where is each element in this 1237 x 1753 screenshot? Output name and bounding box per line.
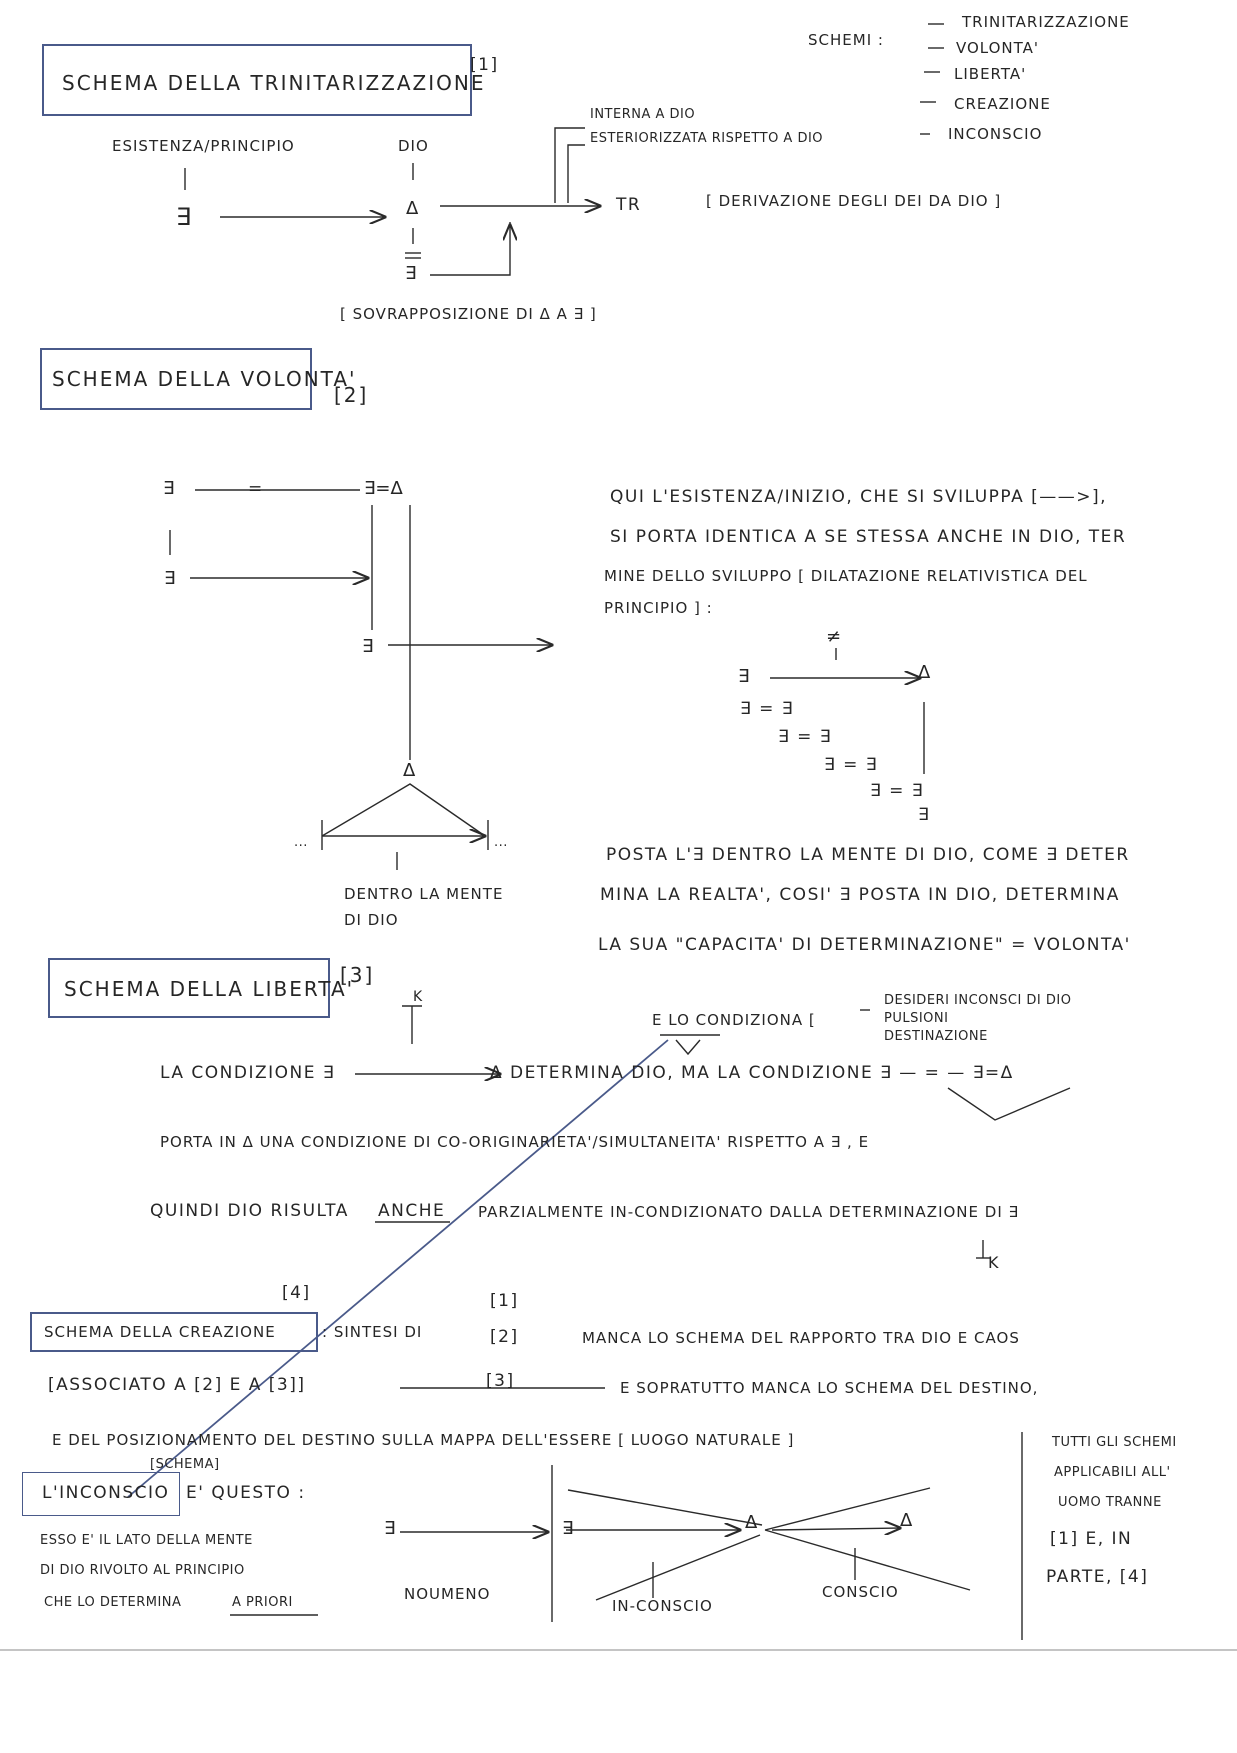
- label-tr: TR: [616, 195, 642, 215]
- tutti-line: TUTTI GLI SCHEMI: [1052, 1435, 1177, 1450]
- text-line: POSTA L'∃ DENTRO LA MENTE DI DIO, COME ∃ DETER: [606, 845, 1130, 865]
- section-title: SCHEMA DELLA CREAZIONE: [44, 1323, 276, 1341]
- exists-symbol: ∃: [176, 203, 192, 231]
- schemi-item: LIBERTA': [954, 65, 1027, 83]
- section-ref: [3]: [340, 963, 375, 987]
- exists-symbol: ∃: [164, 568, 176, 589]
- text-line: MINA LA REALTA', COSI' ∃ POSTA IN DIO, DETERMINA: [600, 885, 1120, 905]
- label-esistenza: ESISTENZA/PRINCIPIO: [112, 137, 295, 155]
- tutti-line: APPLICABILI ALL': [1054, 1465, 1171, 1480]
- desc-line: ESSO E' IL LATO DELLA MENTE: [40, 1533, 253, 1548]
- section-title: SCHEMA DELLA LIBERTA': [64, 977, 355, 1001]
- section-title: L'INCONSCIO: [42, 1483, 170, 1503]
- connector-line: [128, 1040, 668, 1497]
- tutti-line: [1] E, IN: [1050, 1529, 1133, 1549]
- exists-symbol: ∃: [163, 478, 175, 499]
- label-esteriorizzata: ESTERIORIZZATA RISPETTO A DIO: [590, 131, 824, 146]
- text-line: MINE DELLO SVILUPPO [ DILATAZIONE RELATIVISTICA DEL: [604, 567, 1088, 585]
- exists-symbol: ∃: [562, 1518, 574, 1539]
- label-condiziona: E LO CONDIZIONA [: [652, 1011, 816, 1029]
- cond-item: PULSIONI: [884, 1011, 949, 1026]
- delta-symbol: Δ: [745, 1512, 758, 1533]
- schemi-item: VOLONTA': [956, 39, 1040, 57]
- section-title: SCHEMA DELLA VOLONTA': [52, 367, 357, 391]
- seq-item: ∃ = ∃: [740, 699, 795, 719]
- k-symbol: K: [988, 1253, 1000, 1272]
- tutti-line: PARTE, [4]: [1046, 1567, 1149, 1587]
- seq-item: ∃ = ∃: [778, 727, 833, 747]
- label-apriori: A PRIORI: [232, 1595, 293, 1610]
- label-noumeno: NOUMENO: [404, 1585, 491, 1603]
- tutti-line: UOMO TRANNE: [1058, 1495, 1162, 1510]
- cond-item: DESIDERI INCONSCI DI DIO: [884, 993, 1072, 1008]
- schemi-item: CREAZIONE: [954, 95, 1051, 113]
- seq-item: ∃ = ∃: [870, 781, 925, 801]
- text-anche: ANCHE: [378, 1201, 446, 1221]
- equals-sign: =: [248, 479, 264, 499]
- seq-item: ∃: [918, 805, 931, 825]
- label-dentro: DI DIO: [344, 911, 399, 929]
- section-ref: [2]: [334, 383, 369, 407]
- delta-symbol: Δ: [406, 198, 419, 219]
- label-associato: [ASSOCIATO A [2] E A [3]]: [48, 1375, 306, 1395]
- text-line: PRINCIPIO ] :: [604, 599, 713, 617]
- ref-item: [2]: [490, 1327, 519, 1347]
- exists-symbol: ∃: [738, 666, 750, 687]
- neq-symbol: ≠: [826, 626, 842, 647]
- ref-item: [1]: [490, 1291, 519, 1311]
- text-line: LA CONDIZIONE ∃: [160, 1063, 336, 1083]
- label-conscio: CONSCIO: [822, 1583, 899, 1601]
- label-interna: INTERNA A DIO: [590, 107, 696, 122]
- label-questo: E' QUESTO :: [186, 1483, 306, 1503]
- label-inconscio: IN-CONSCIO: [612, 1597, 713, 1615]
- delta-symbol: Δ: [918, 662, 931, 683]
- label-manca: MANCA LO SCHEMA DEL RAPPORTO TRA DIO E CAOS: [582, 1329, 1020, 1347]
- exists-symbol: ∃: [405, 263, 417, 284]
- label-sintesi: : SINTESI DI: [322, 1323, 423, 1341]
- desc-line: CHE LO DETERMINA: [44, 1595, 182, 1610]
- label-derivazione: [ DERIVAZIONE DEGLI DEI DA DIO ]: [706, 192, 1002, 210]
- text-line: QUI L'ESISTENZA/INIZIO, CHE SI SVILUPPA [——>],: [610, 487, 1108, 507]
- schemi-item: INCONSCIO: [948, 125, 1043, 143]
- schemi-label: SCHEMI :: [808, 31, 884, 49]
- label-sovrapposizione: [ SOVRAPPOSIZIONE DI Δ A ∃ ]: [340, 305, 597, 323]
- text-line: Δ DETERMINA DIO, MA LA CONDIZIONE ∃ — = — ∃=Δ: [490, 1063, 1014, 1083]
- text-line: LA SUA "CAPACITA' DI DETERMINAZIONE" = VOLONTA': [598, 935, 1131, 955]
- section-ref: [1]: [470, 55, 499, 75]
- section-ref: [4]: [282, 1283, 311, 1303]
- text-line: SI PORTA IDENTICA A SE STESSA ANCHE IN DIO, TER: [610, 527, 1127, 547]
- label-sopratutto: E SOPRATUTTO MANCA LO SCHEMA DEL DESTINO,: [620, 1379, 1039, 1397]
- section-title: SCHEMA DELLA TRINITARIZZAZIONE: [62, 71, 486, 95]
- text-line: PORTA IN Δ UNA CONDIZIONE DI CO-ORIGINARIETA'/SIMULTANEITA' RISPETTO A ∃ , E: [160, 1133, 870, 1151]
- text-line: PARZIALMENTE IN-CONDIZIONATO DALLA DETERMINAZIONE DI ∃: [478, 1203, 1019, 1221]
- exists-symbol: ∃: [362, 636, 374, 657]
- k-symbol: K: [413, 989, 424, 1005]
- label-posizionamento: E DEL POSIZIONAMENTO DEL DESTINO SULLA MAPPA DELL'ESSERE [ LUOGO NATURALE ]: [52, 1431, 795, 1449]
- label-schema-small: [SCHEMA]: [150, 1457, 220, 1472]
- label-dentro: DENTRO LA MENTE: [344, 885, 504, 903]
- schemi-item: TRINITARIZZAZIONE: [962, 13, 1130, 31]
- delta-symbol: Δ: [900, 1510, 913, 1531]
- seq-item: ∃ = ∃: [824, 755, 879, 775]
- text-line: QUINDI DIO RISULTA: [150, 1201, 349, 1221]
- dots-right: ...: [494, 835, 508, 850]
- exists-symbol: ∃: [384, 1518, 396, 1539]
- label-dio: DIO: [398, 137, 429, 155]
- delta-symbol: Δ: [403, 760, 416, 781]
- dots-left: ...: [294, 835, 308, 850]
- cond-item: DESTINAZIONE: [884, 1029, 988, 1044]
- exists-eq-delta: ∃=Δ: [364, 478, 403, 499]
- desc-line: DI DIO RIVOLTO AL PRINCIPIO: [40, 1563, 245, 1578]
- ref-item: [3]: [486, 1371, 515, 1391]
